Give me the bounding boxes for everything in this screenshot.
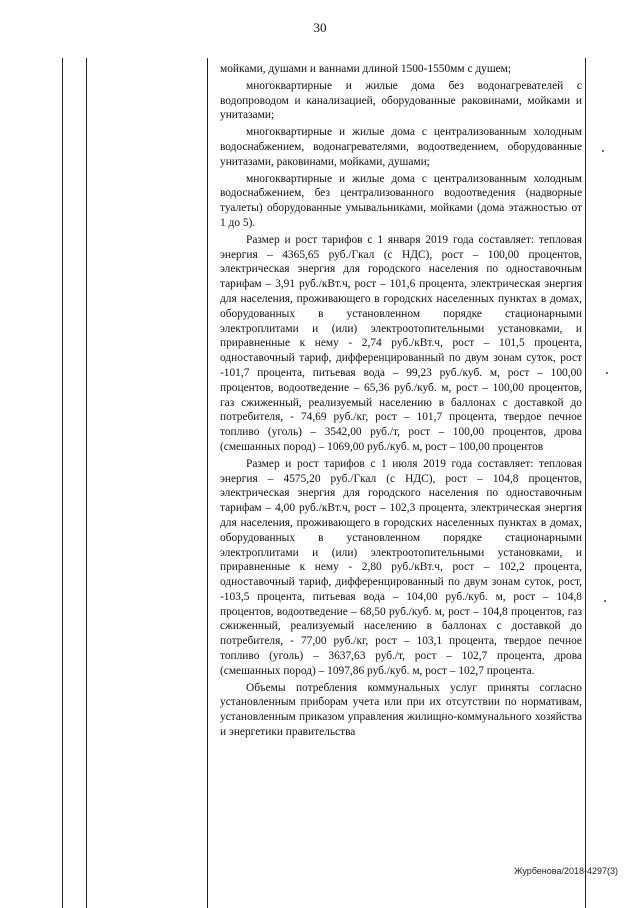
scan-speck xyxy=(604,600,606,602)
scan-speck xyxy=(602,150,604,152)
paragraph-tariffs-january: Размер и рост тарифов с 1 января 2019 года составляет: тепловая энергия – 4365,65 руб./Гкал (с НДС), рост – 100,00 процентов, электрическая энергия для городского населения по одноставочным тарифам – 3,91 руб./кВт.ч, рост – 101,6 процента, электрическая энергия для населения, проживающего в городских населенных пунктах в домах, оборудованных в установленном порядке стационарными электроплитами и (или) электроотопительными установками, и приравненные к нему - 2,74 руб./кВт.ч, рост – 101,5 процента, одноставочный тариф, дифференцированный по двум зонам суток, рост -101,7 процента, питьевая вода – 99,23 руб./куб. м, рост – 100,00 процентов, водоотведение – 65,36 руб./куб. м, рост – 100,00 процентов, газ сжиженный, реализуемый населению в баллонах с доставкой до потребителя, - 74,69 руб./кг, рост – 101,7 процента, твердое печное топливо (уголь) – 3542,00 руб./т, рост – 100,00 процентов, дрова (смешанных пород) – 1069,00 руб./куб. м, рост – 100,00 процентов xyxy=(220,233,582,453)
paragraph-continuation: мойками, душами и ваннами длиной 1500-1550мм с душем; xyxy=(220,63,512,75)
table-column-divider-2 xyxy=(207,58,208,908)
document-code: Журбенова/2018-4297(3) xyxy=(514,866,618,876)
table-border-left xyxy=(62,58,63,908)
paragraph-tariffs-july: Размер и рост тарифов с 1 июля 2019 года составляет: тепловая энергия – 4575,20 руб./Гкал (с НДС), рост – 104,8 процентов, электрическая энергия для городского населения по одноставочным тарифам – 4,00 руб./кВт.ч, рост – 102,3 процента, электрическая энергия для населения, проживающего в городских населенных пунктах в домах, оборудованных в установленном порядке стационарными электроплитами и (или) электроотопительными установками, и приравненные к нему - 2,80 руб./кВт.ч, рост – 102,2 процента, одноставочный тариф, дифференцированный по двум зонам суток, рост, -103,5 процента, питьевая вода – 104,00 руб./куб. м, рост – 104,8 процентов, водоотведение – 68,50 руб./куб. м, рост – 104,8 процентов, газ сжиженный, реализуемый населению в баллонах с доставкой до потребителя, - 77,00 руб./кг, рост – 103,1 процента, твердое печное топливо (уголь) – 3637,63 руб./т, рост – 102,7 процента, дрова (смешанных пород) – 1097,86 руб./куб. м, рост – 102,7 процента. xyxy=(220,457,582,677)
paragraph-houses-without-heaters: многоквартирные и жилые дома без водонагревателей с водопроводом и канализацией, оборудованные раковинами, мойками и унитазами; xyxy=(220,79,582,122)
table-border-right xyxy=(585,58,586,908)
table-cell-text xyxy=(220,62,582,740)
paragraph-consumption-volumes: Объемы потребления коммунальных услуг приняты согласно установленным приборам учета или при их отсутствии по нормативам, установленным приказом управления жилищно-коммунального хозяйства и энергетики правительства xyxy=(220,681,582,739)
paragraph-houses-with-heaters: многоквартирные и жилые дома с централизованным холодным водоснабжением, водонагревателями, водоотведением, оборудованные унитазами, раковинами, мойками, душами; xyxy=(220,126,582,168)
page-number: 30 xyxy=(313,20,327,35)
table-column-divider-1 xyxy=(86,58,87,908)
scan-speck xyxy=(606,372,608,374)
paragraph-houses-without-sewerage: многоквартирные и жилые дома с централизованным холодным водоснабжением, без централизованного водоотведения (надворные туалеты) оборудованные умывальниками, мойками (дома этажностью от 1 до 5). xyxy=(220,172,582,229)
